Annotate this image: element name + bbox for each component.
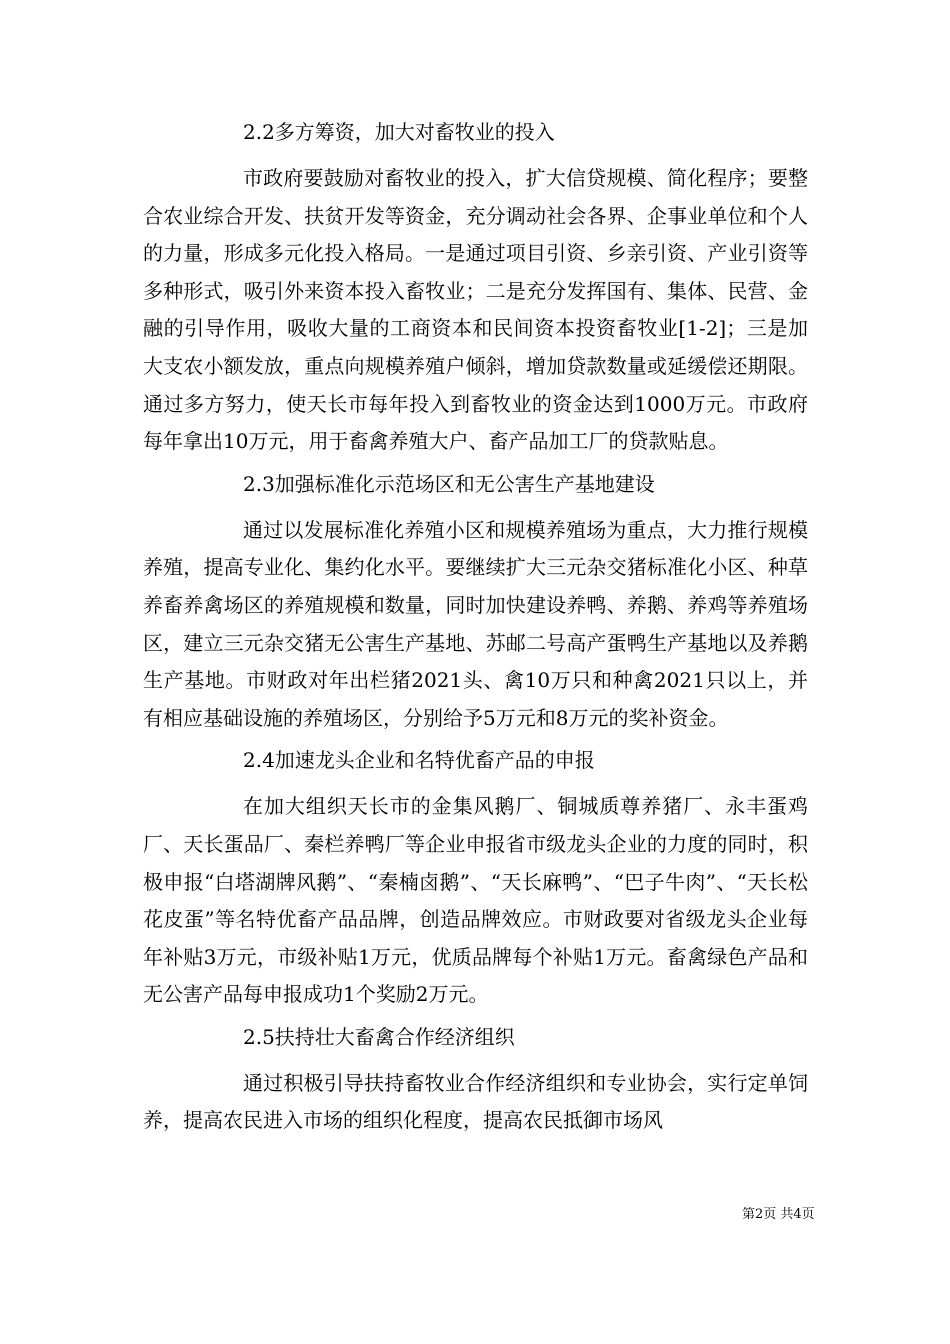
document-body	[143, 116, 808, 1147]
section-heading: 2.3加强标准化示范场区和无公害生产基地建设	[243, 471, 655, 496]
section-paragraph: 通过积极引导扶持畜牧业合作经济组织和专业协会，实行定单饲养，提高农民进入市场的组织化程度，提高农民抵御市场风	[143, 1070, 808, 1133]
section-paragraph: 在加大组织天长市的金集风鹅厂、铜城质尊养猪厂、永丰蛋鸡厂、天长蛋品厂、秦栏养鸭厂等企业申报省市级龙头企业的力度的同时，积极申报“白塔湖牌风鹅”、“秦楠卤鹅”、“天长麻鸭”、“巴子牛肉”、“天长松花皮蛋”等名特优畜产品品牌，创造品牌效应。市财政要对省级龙头企业每年补贴3万元，市级补贴1万元，优质品牌每个补贴1万元。畜禽绿色产品和无公害产品每申报成功1个奖励2万元。	[143, 794, 808, 1007]
section-paragraph: 市政府要鼓励对畜牧业的投入，扩大信贷规模、简化程序；要整合农业综合开发、扶贫开发等资金，充分调动社会各界、企事业单位和个人的力量，形成多元化投入格局。一是通过项目引资、乡亲引资、产业引资等多种形式，吸引外来资本投入畜牧业；二是充分发挥国有、集体、民营、金融的引导作用，吸收大量的工商资本和民间资本投资畜牧业[1-2]；三是加大支农小额发放，重点向规模养殖户倾斜，增加贷款数量或延缓偿还期限。通过多方努力，使天长市每年投入到畜牧业的资金达到1000万元。市政府每年拿出10万元，用于畜禽养殖大户、畜产品加工厂的贷款贴息。	[143, 166, 808, 454]
page-number-footer: 第2页 共4页	[742, 1207, 815, 1222]
section-heading: 2.5扶持壮大畜禽合作经济组织	[243, 1024, 515, 1049]
section-heading: 2.4加速龙头企业和名特优畜产品的申报	[243, 748, 595, 773]
section-heading: 2.2多方筹资，加大对畜牧业的投入	[243, 120, 555, 144]
section-paragraph: 通过以发展标准化养殖小区和规模养殖场为重点，大力推行规模养殖，提高专业化、集约化水平。要继续扩大三元杂交猪标准化小区、种草养畜养禽场区的养殖规模和数量，同时加快建设养鸭、养鹅、养鸡等养殖场区，建立三元杂交猪无公害生产基地、苏邮二号高产蛋鸭生产基地以及养鹅生产基地。市财政对年出栏猪2021头、禽10万只和种禽2021只以上，并有相应基础设施的养殖场区，分别给予5万元和8万元的奖补资金。	[143, 517, 808, 730]
